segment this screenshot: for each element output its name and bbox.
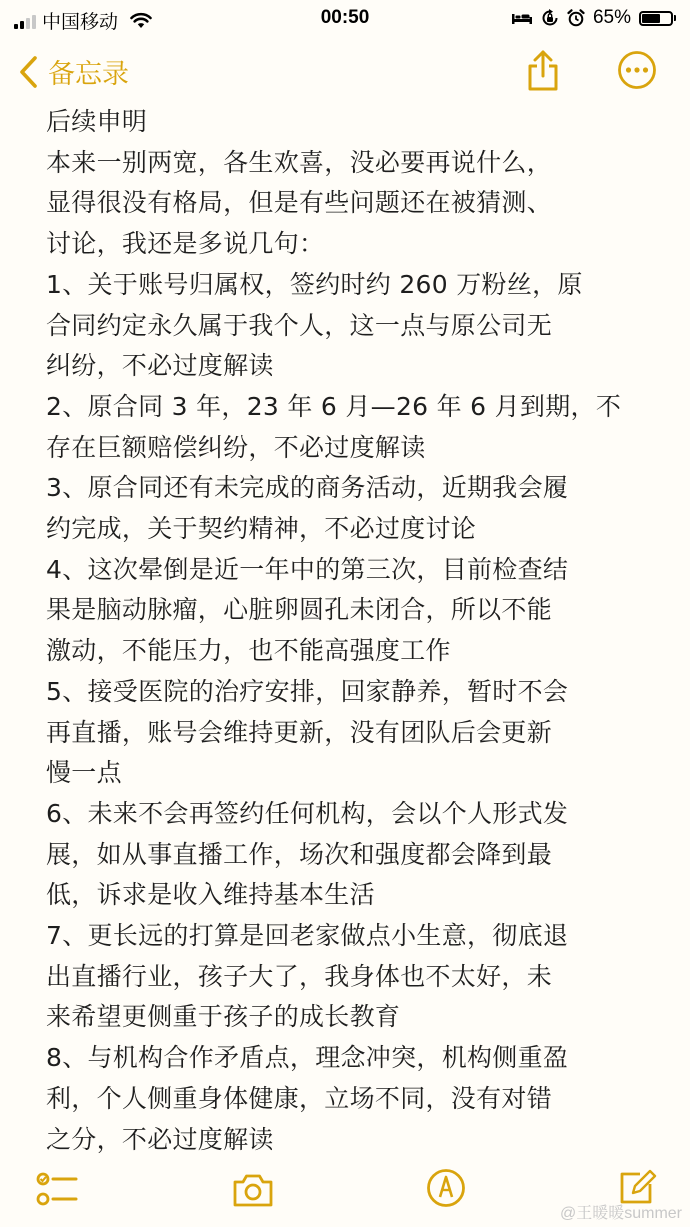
carrier-label: 中国移动 (42, 12, 119, 33)
back-button[interactable] (18, 52, 129, 91)
note-line: 讨论，我还是多说几句： (46, 229, 325, 259)
note-line: 6、未来不会再签约任何机构，会以个人形式发 (46, 798, 569, 828)
note-line: 慢一点 (46, 758, 122, 788)
status-time: 00:50 (320, 7, 370, 28)
orientation-lock-icon (541, 9, 559, 27)
note-line: 5、接受医院的治疗安排，回家静养，暂时不会 (46, 676, 569, 706)
watermark: @王暖暖summer (559, 1205, 682, 1222)
camera-icon[interactable] (231, 1172, 275, 1208)
back-label: 备忘录 (48, 59, 129, 90)
note-line: 之分，不必过度解读 (46, 1124, 274, 1154)
markup-pen-icon[interactable] (426, 1167, 466, 1209)
battery-icon (639, 11, 676, 26)
note-line: 展，如从事直播工作，场次和强度都会降到最 (46, 839, 553, 869)
note-line: 4、这次晕倒是近一年中的第三次，目前检查结 (46, 554, 569, 584)
more-icon[interactable] (617, 50, 657, 90)
share-icon[interactable] (522, 48, 564, 92)
alarm-icon (567, 9, 585, 27)
note-line: 显得很没有格局，但是有些问题还在被猜测、 (46, 188, 553, 218)
note-line: 再直播，账号会维持更新，没有团队后会更新 (46, 717, 553, 747)
nav-bar (0, 40, 690, 102)
note-line: 激动，不能压力，也不能高强度工作 (46, 636, 451, 666)
note-line: 7、更长远的打算是回老家做点小生意，彻底退 (46, 921, 569, 951)
note-line: 出直播行业，孩子大了，我身体也不太好，未 (46, 961, 553, 991)
note-line: 利，个人侧重身体健康，立场不同，没有对错 (46, 1083, 553, 1113)
note-line: 2、原合同 3 年，23 年 6 月—26 年 6 月到期，不 (46, 391, 622, 421)
note-line: 本来一别两宽，各生欢喜，没必要再说什么， (46, 147, 553, 177)
status-bar (0, 0, 690, 40)
battery-percent: 65% (592, 7, 631, 28)
note-line: 1、关于账号归属权，签约时约 260 万粉丝，原 (46, 269, 583, 299)
note-line: 3、原合同还有未完成的商务活动，近期我会履 (46, 473, 569, 503)
note-line: 纠纷，不必过度解读 (46, 351, 274, 381)
note-line: 合同约定永久属于我个人，这一点与原公司无 (46, 310, 553, 340)
note-title: 后续申明 (46, 107, 148, 136)
bed-icon (511, 11, 533, 25)
note-line: 存在巨额赔偿纠纷，不必过度解读 (46, 432, 426, 462)
note-line: 约完成，关于契约精神，不必过度讨论 (46, 514, 477, 544)
note-line: 8、与机构合作矛盾点，理念冲突，机构侧重盈 (46, 1043, 569, 1073)
note-body[interactable] (46, 102, 676, 1160)
chevron-left-icon (18, 55, 38, 89)
note-line: 来希望更侧重于孩子的成长教育 (46, 1002, 401, 1032)
note-line: 低，诉求是收入维持基本生活 (46, 880, 375, 910)
status-right (511, 7, 676, 29)
note-line: 果是脑动脉瘤，心脏卵圆孔未闭合，所以不能 (46, 595, 553, 625)
checklist-icon[interactable] (36, 1170, 80, 1210)
